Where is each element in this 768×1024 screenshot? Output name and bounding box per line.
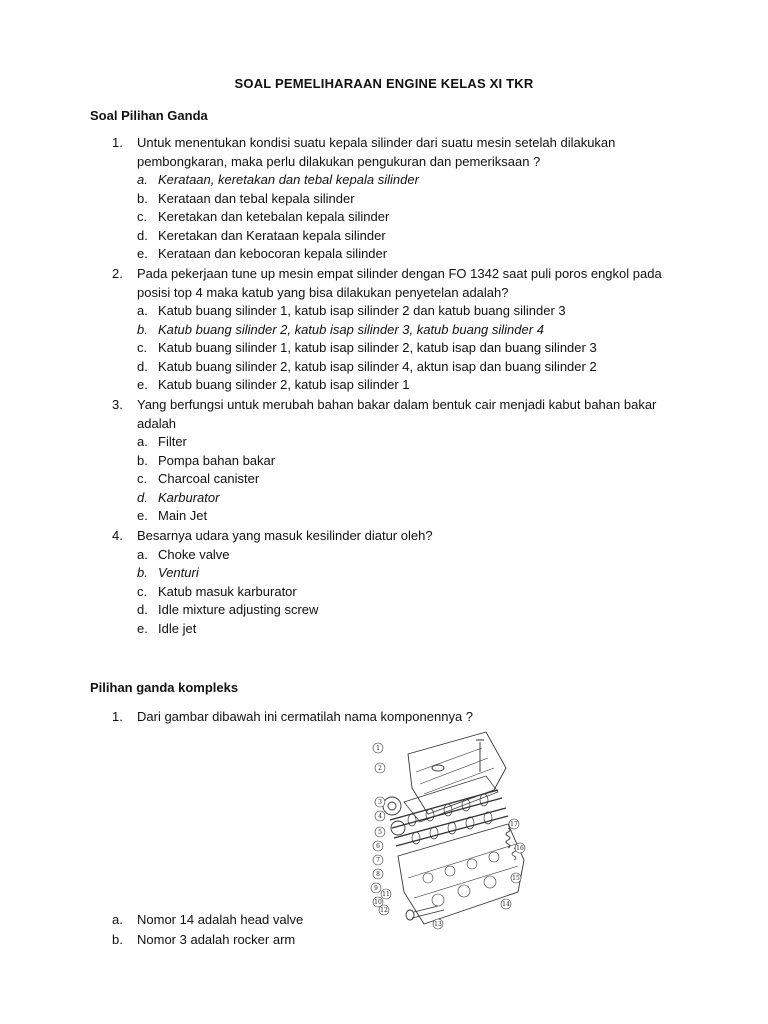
document-title: SOAL PEMELIHARAAN ENGINE KELAS XI TKR [234, 76, 534, 91]
option-b: b. Venturi [137, 565, 199, 580]
section-heading-multiple-choice: Soal Pilihan Ganda [90, 108, 208, 123]
cylinder-head-exploded-diagram [368, 728, 538, 934]
complex-question-1 [112, 708, 692, 727]
svg-text:2: 2 [378, 765, 382, 772]
svg-text:3: 3 [378, 799, 382, 806]
option-list [137, 171, 692, 264]
option-c: c. Keretakan dan ketebalan kepala silinder [137, 209, 390, 224]
svg-text:1: 1 [376, 745, 380, 752]
question-3 [112, 396, 692, 526]
question-2 [112, 265, 692, 395]
option-c: c. Katub masuk karburator [137, 583, 297, 599]
callout-3 [375, 797, 385, 807]
option-list [137, 433, 692, 526]
question-4 [112, 527, 692, 638]
option-e: e. Main Jet [137, 508, 208, 523]
option-b: b. Pompa bahan bakar [137, 452, 276, 468]
option-d: d. Katub buang silinder 2, katub isap silinder 4, aktun isap dan buang silinder 2 [137, 358, 597, 374]
callout-15 [511, 873, 521, 883]
option-a: a. Katub buang silinder 1, katub isap silinder 2 dan katub buang silinder 3 [137, 303, 566, 318]
svg-text:17: 17 [510, 821, 518, 828]
callout-6 [373, 841, 383, 851]
question-number: 1. [112, 135, 123, 150]
svg-text:9: 9 [374, 885, 378, 892]
svg-text:5: 5 [378, 829, 382, 836]
complex-option-a: a. Nomor 14 adalah head valve [112, 912, 304, 927]
question-text: Dari gambar dibawah ini cermatilah nama komponennya ? [137, 709, 474, 724]
svg-text:12: 12 [380, 907, 388, 914]
option-b: b. Katub buang silinder 2, katub isap silinder 3, katub buang silinder 4 [137, 321, 544, 337]
callout-14 [501, 899, 511, 909]
svg-text:13: 13 [434, 921, 442, 928]
option-c: c. Katub buang silinder 1, katub isap silinder 2, katub isap dan buang silinder 3 [137, 340, 597, 355]
question-text: Untuk menentukan kondisi suatu kepala silinder dari suatu mesin setelah dilakukan pembongkaran, maka perlu dilakukan pengukuran dan pemeriksaan ? [137, 135, 616, 169]
callout-12 [379, 905, 389, 915]
gasket [404, 776, 498, 822]
svg-text:7: 7 [376, 857, 380, 864]
svg-text:14: 14 [502, 901, 510, 908]
question-text: Yang berfungsi untuk merubah bahan bakar dalam bentuk cair menjadi kabut bahan bakar adalah [137, 397, 657, 431]
callout-8 [373, 869, 383, 879]
question-text: Besarnya udara yang masuk kesilinder diatur oleh? [137, 528, 433, 543]
section-heading-complex-choice: Pilihan ganda kompleks [90, 680, 239, 695]
option-e: e. Kerataan dan kebocoran kepala silinder [137, 246, 388, 261]
engine-diagram-image [368, 728, 538, 934]
callout-9 [371, 883, 381, 893]
valve-spring [506, 828, 510, 848]
callout-1 [373, 743, 383, 753]
option-b: b. Kerataan dan tebal kepala silinder [137, 190, 355, 206]
callout-13 [433, 919, 443, 929]
callout-2 [375, 763, 385, 773]
callout-4 [375, 811, 385, 821]
svg-text:4: 4 [378, 813, 382, 820]
svg-text:11: 11 [382, 891, 390, 898]
svg-text:6: 6 [376, 843, 380, 850]
callout-11 [381, 889, 391, 899]
svg-text:16: 16 [516, 845, 524, 852]
option-e: e. Katub buang silinder 2, katub isap silinder 1 [137, 377, 410, 392]
callout-5 [375, 827, 385, 837]
question-number: 2. [112, 266, 123, 281]
option-a: a. Choke valve [137, 546, 230, 562]
complex-option-list [112, 910, 303, 950]
option-d: d. Karburator [137, 489, 220, 505]
question-text: Pada pekerjaan tune up mesin empat silinder dengan FO 1342 saat puli poros engkol pada posisi top 4 maka katub yang bisa dilakukan penyetelan adalah? [137, 266, 662, 300]
option-list [137, 302, 692, 395]
question-number: 4. [112, 528, 123, 543]
option-d: d. Idle mixture adjusting screw [137, 602, 319, 617]
svg-text:10: 10 [374, 899, 382, 906]
option-d: d. Keretakan dan Kerataan kepala silinder [137, 227, 386, 243]
bolt [476, 740, 484, 772]
complex-option-b: b. Nomor 3 adalah rocker arm [112, 932, 296, 947]
option-a: a. Filter [137, 434, 187, 449]
question-number: 1. [112, 709, 123, 724]
option-e: e. Idle jet [137, 620, 197, 636]
callout-7 [373, 855, 383, 865]
option-c: c. Charcoal canister [137, 471, 260, 486]
option-list [137, 546, 692, 639]
question-number: 3. [112, 397, 123, 412]
question-1 [112, 134, 692, 264]
callout-17 [509, 819, 519, 829]
callout-16 [515, 843, 525, 853]
sprocket [383, 797, 401, 815]
option-a: a. Kerataan, keretakan dan tebal kepala silinder [137, 172, 419, 187]
svg-text:15: 15 [512, 875, 520, 882]
svg-text:8: 8 [376, 871, 380, 878]
